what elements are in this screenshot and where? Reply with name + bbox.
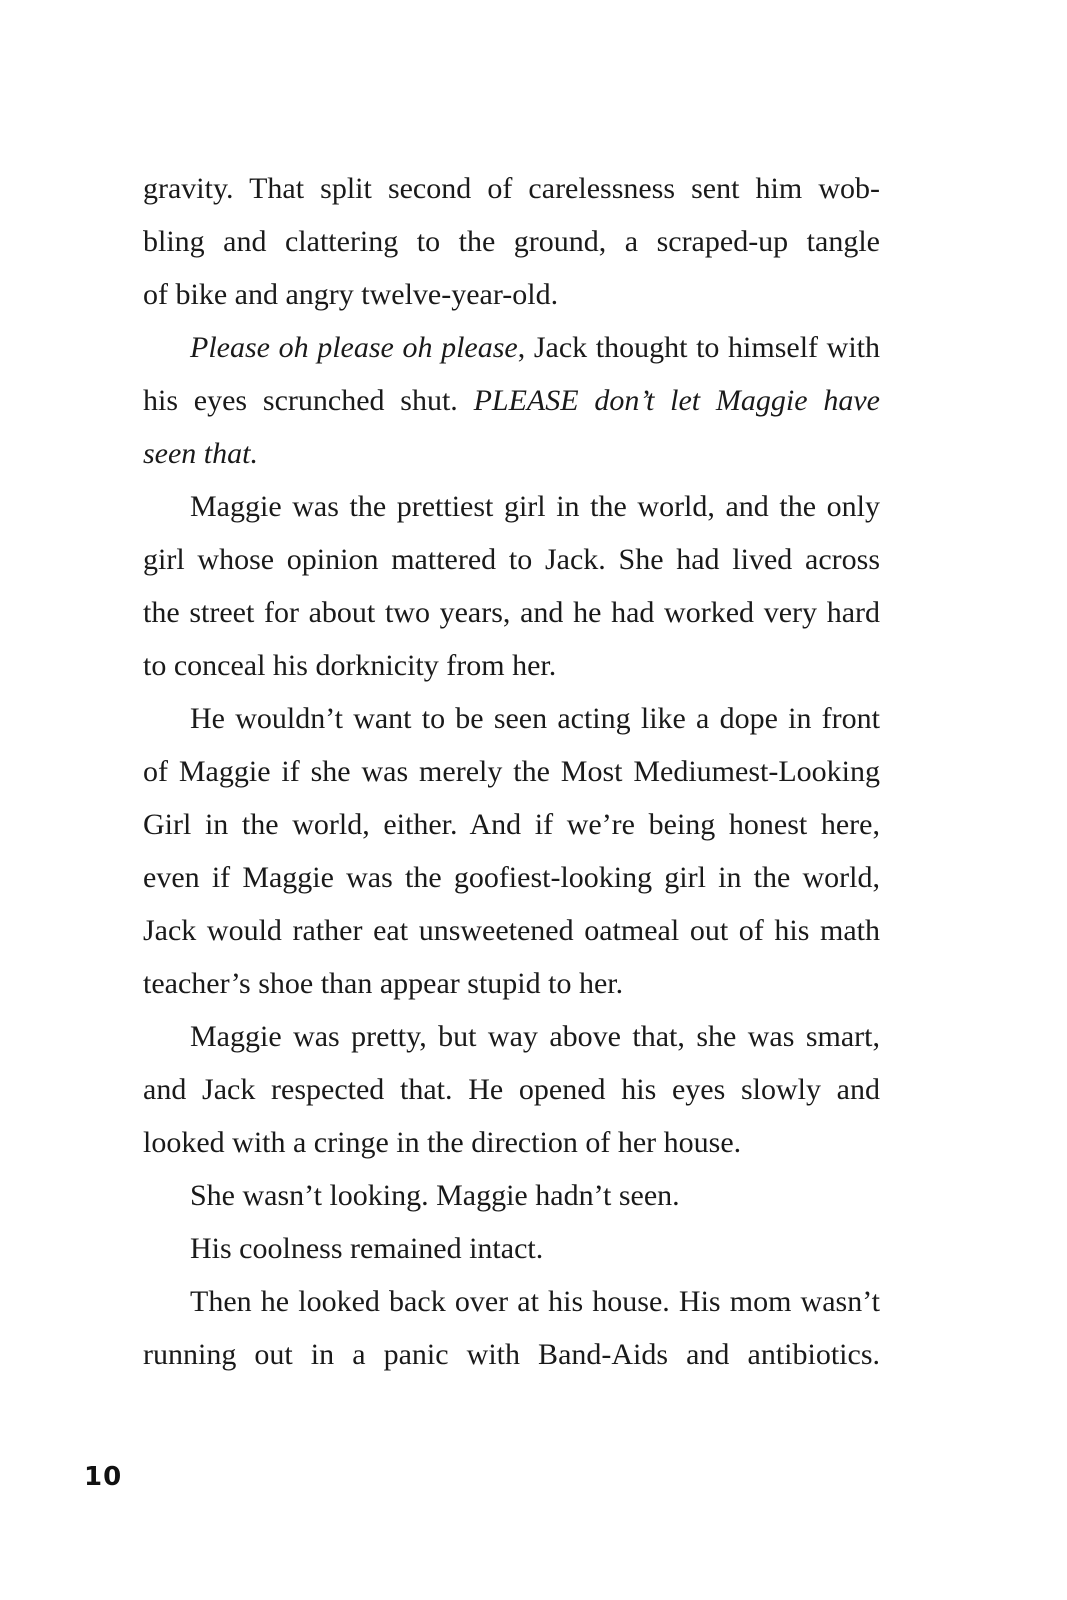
text-line: of Maggie if she was merely the Most Mediumest-Looking (143, 755, 880, 788)
text-line: looked with a cringe in the direction of her house. (143, 1126, 742, 1159)
text-line: bling and clattering to the ground, a scraped-up tangle (143, 225, 880, 258)
text-line: and Jack respected that. He opened his eyes slowly and (143, 1073, 880, 1106)
text-line: the street for about two years, and he had worked very hard (143, 596, 880, 629)
text-segment: , Jack thought to himself with (517, 331, 880, 364)
text-line: even if Maggie was the goofiest-looking girl in the world, (143, 861, 880, 894)
text-line: Girl in the world, either. And if we’re being honest here, (143, 808, 880, 841)
text-line (143, 321, 880, 374)
italic-thought: PLEASE don’t let Maggie have (473, 384, 880, 417)
text-line: His coolness remained intact. (190, 1232, 544, 1265)
text-line: Maggie was the prettiest girl in the world, and the only (190, 490, 880, 523)
italic-thought: Please oh please oh please (190, 331, 518, 364)
text-line: seen that. (143, 437, 258, 470)
text-line: Then he looked back over at his house. His mom wasn’t (190, 1285, 880, 1318)
text-segment: his eyes scrunched shut. (143, 384, 474, 417)
text-line (143, 374, 880, 427)
text-line: teacher’s shoe than appear stupid to her. (143, 967, 624, 1000)
text-line: gravity. That split second of carelessness sent him wob- (143, 172, 880, 205)
text-line: He wouldn’t want to be seen acting like a dope in front (190, 702, 880, 735)
text-line: of bike and angry twelve-year-old. (143, 278, 559, 311)
text-line: She wasn’t looking. Maggie hadn’t seen. (190, 1179, 680, 1212)
text-line: girl whose opinion mattered to Jack. She had lived across (143, 543, 880, 576)
text-line: Jack would rather eat unsweetened oatmeal out of his math (143, 914, 880, 947)
page-number: 10 (84, 1462, 123, 1492)
text-line: Maggie was pretty, but way above that, she was smart, (190, 1020, 880, 1053)
body-text (143, 162, 880, 1381)
text-line: running out in a panic with Band-Aids and antibiotics. (143, 1338, 880, 1371)
text-line: to conceal his dorknicity from her. (143, 649, 557, 682)
